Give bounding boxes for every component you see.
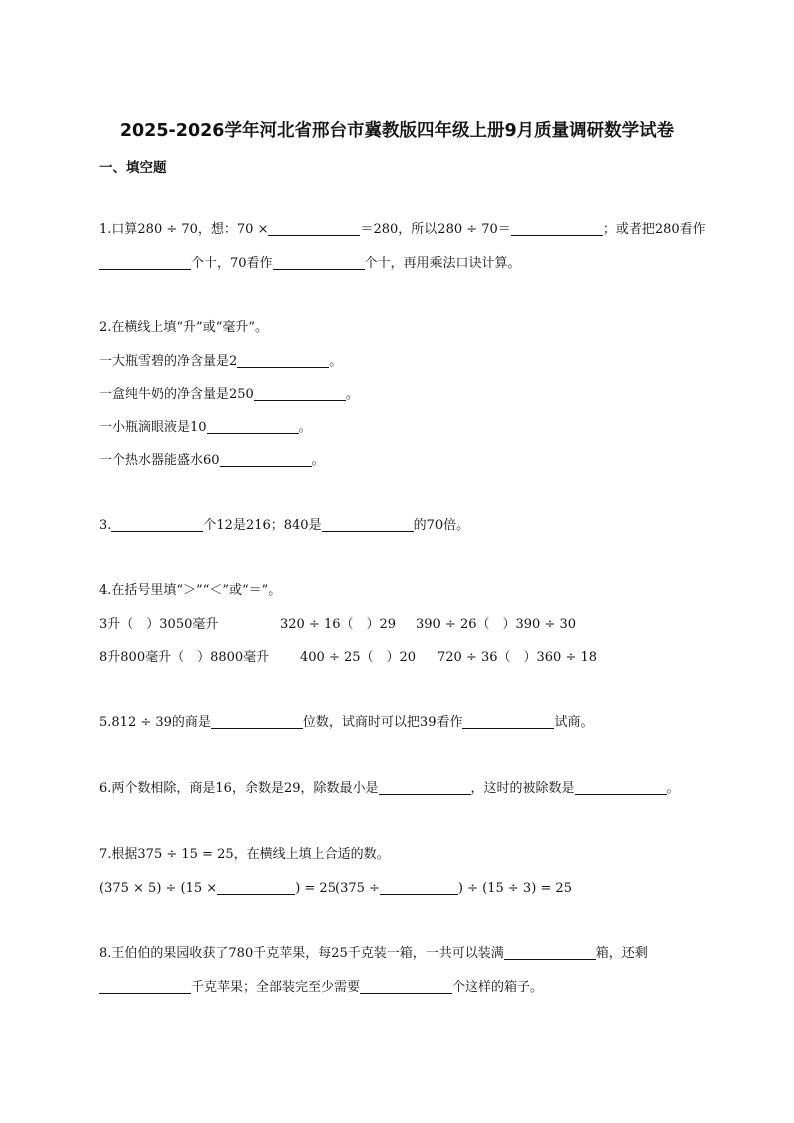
- q7-expression-1: [99, 880, 336, 898]
- q4-item: 8升800毫升（ ）8800毫升: [99, 650, 270, 665]
- q5-text-c: 试商。: [554, 715, 594, 730]
- answer-blank[interactable]: [322, 518, 414, 532]
- q2-text-1: 一大瓶雪碧的净含量是2: [99, 354, 238, 369]
- q1-text-d: 个十，70看作: [191, 256, 273, 271]
- answer-blank[interactable]: [379, 781, 471, 795]
- answer-blank[interactable]: [462, 715, 554, 729]
- q6-text-b: ，这时的被除数是: [470, 781, 575, 796]
- q1-text-a: 1.口算280 ÷ 70，想：70 ×: [99, 222, 269, 237]
- question-2-line-4: [99, 452, 325, 470]
- q1-text-e: 个十，再用乘法口诀计算。: [364, 256, 521, 271]
- q2-period: 。: [329, 354, 343, 369]
- question-2-line-3: [99, 419, 312, 437]
- q7-expression-2: [335, 880, 572, 898]
- question-7-stem: 7.根据375 ÷ 15 = 25，在横线上填上合适的数。: [99, 847, 390, 862]
- q2-text-3: 一小瓶滴眼液是10: [99, 420, 207, 435]
- answer-blank[interactable]: [237, 354, 329, 368]
- q5-text-a: 5.812 ÷ 39的商是: [99, 715, 211, 730]
- q1-text-c: ；或者把280看作: [602, 222, 706, 237]
- question-8-line-1: [99, 945, 648, 963]
- q8-text-b: 箱，还剩: [595, 946, 648, 961]
- q2-period: 。: [298, 420, 312, 435]
- q7-e2-a: (375 ÷: [335, 881, 380, 896]
- q5-text-b: 位数，试商时可以把39看作: [302, 715, 463, 730]
- answer-blank[interactable]: [360, 980, 452, 994]
- q2-period: 。: [311, 453, 325, 468]
- answer-blank[interactable]: [207, 420, 299, 434]
- answer-blank[interactable]: [504, 946, 596, 960]
- answer-blank[interactable]: [380, 881, 458, 895]
- q8-text-a: 8.王伯伯的果园收获了780千克苹果，每25千克装一箱，一共可以装满: [99, 946, 504, 961]
- q7-e1-b: ) = 25: [295, 881, 336, 896]
- question-8-line-2: [99, 979, 543, 997]
- answer-blank[interactable]: [220, 453, 312, 467]
- question-6: [99, 780, 680, 798]
- q4-item: 3升（ ）3050毫升: [99, 617, 219, 632]
- q7-e1-a: (375 × 5) ÷ (15 ×: [99, 881, 218, 896]
- q4-item: 320 ÷ 16（ ）29: [280, 617, 397, 632]
- q2-period: 。: [345, 387, 359, 402]
- answer-blank[interactable]: [211, 715, 303, 729]
- q7-e2-b: ) ÷ (15 ÷ 3) = 25: [457, 881, 572, 896]
- question-1-line-1: [99, 221, 706, 239]
- q6-text-c: 。: [666, 781, 680, 796]
- q2-text-4: 一个热水器能盛水60: [99, 453, 220, 468]
- q4-item: 400 ÷ 25（ ）20: [300, 650, 417, 665]
- answer-blank[interactable]: [99, 256, 191, 270]
- q4-item: 390 ÷ 26（ ）390 ÷ 30: [416, 617, 577, 632]
- answer-blank[interactable]: [575, 781, 667, 795]
- q2-text-2: 一盒纯牛奶的净含量是250: [99, 387, 254, 402]
- q1-text-b: ＝280，所以280 ÷ 70＝: [360, 222, 511, 237]
- q3-text-c: 的70倍。: [413, 518, 470, 533]
- answer-blank[interactable]: [111, 518, 203, 532]
- q4-item: 720 ÷ 36（ ）360 ÷ 18: [437, 650, 598, 665]
- answer-blank[interactable]: [99, 980, 191, 994]
- answer-blank[interactable]: [217, 881, 295, 895]
- question-2-stem: 2.在横线上填“升”或“毫升”。: [99, 320, 268, 335]
- question-4-stem: 4.在括号里填“＞”“＜”或“＝”。: [99, 583, 282, 598]
- question-1-line-2: [99, 255, 521, 273]
- question-2-line-1: [99, 353, 342, 371]
- question-5: [99, 714, 593, 732]
- answer-blank[interactable]: [511, 222, 603, 236]
- q3-text-b: 个12是216；840是: [203, 518, 322, 533]
- answer-blank[interactable]: [273, 256, 365, 270]
- q8-text-d: 个这样的箱子。: [452, 980, 544, 995]
- answer-blank[interactable]: [254, 387, 346, 401]
- q3-text-a: 3.: [99, 518, 112, 533]
- page-title: 2025-2026学年河北省邢台市冀教版四年级上册9月质量调研数学试卷: [119, 121, 675, 141]
- q8-text-c: 千克苹果；全部装完至少需要: [191, 980, 361, 995]
- section-heading: 一、填空题: [99, 160, 167, 176]
- question-3: [99, 517, 469, 535]
- question-2-line-2: [99, 386, 359, 404]
- answer-blank[interactable]: [268, 222, 360, 236]
- q6-text-a: 6.两个数相除，商是16，余数是29，除数最小是: [99, 781, 379, 796]
